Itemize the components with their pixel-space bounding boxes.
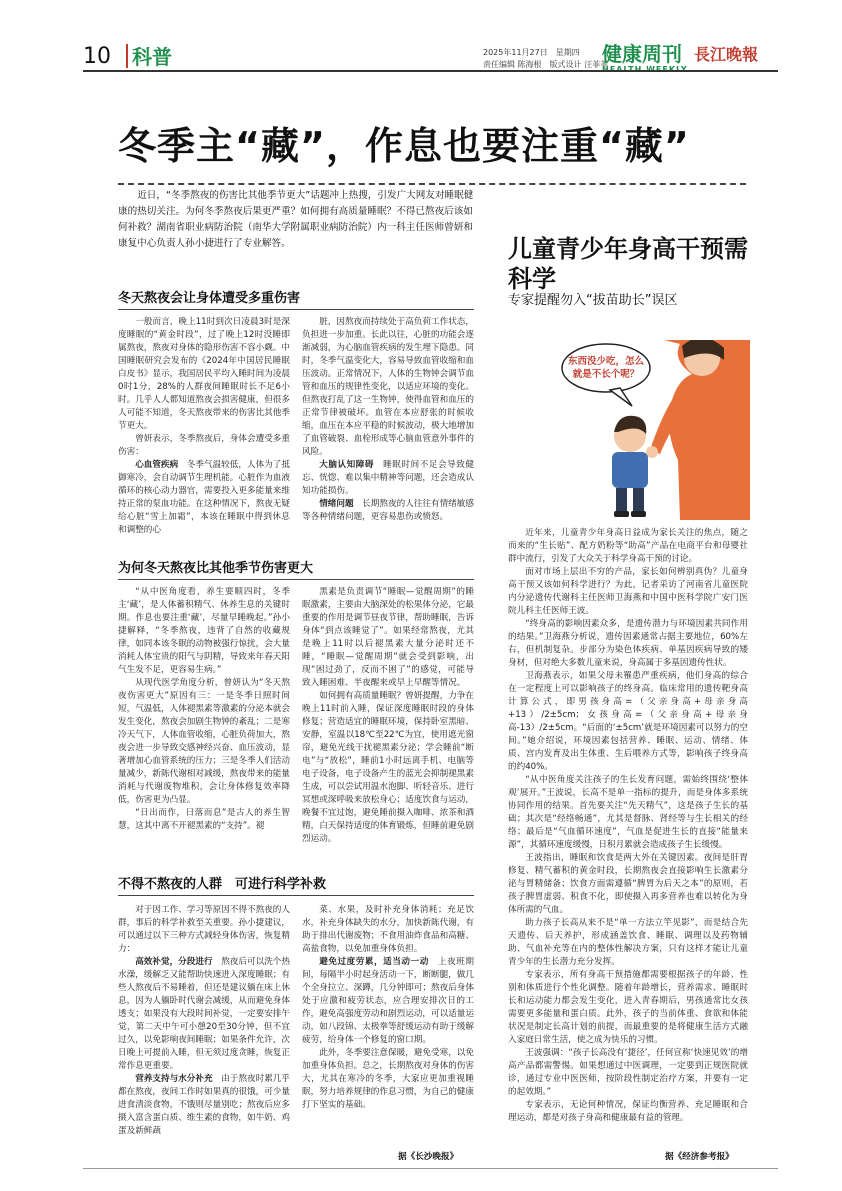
paragraph: 心血管疾病 冬季气温较低，人体为了抵御寒冷，会自动调节生理机能。心脏作为血液循环的核心动力器官，需要投入更多能量来维持正常的泵血功能。在这种情况下，熬夜无疑给心脏“雪上加霜”，本该在睡眠中得到休息和调整的心 (118, 460, 290, 535)
section-1-column-2 (302, 316, 474, 524)
paragraph: 对于因工作、学习等原因不得不熬夜的人群，事后的科学补救至关重要。孙小捷建议，可以通过以下三种方式减轻身体伤害，恢复精力： (118, 905, 290, 954)
source-credit-right: 据《经济参考报》 (665, 1152, 734, 1162)
paragraph: 卫海燕表示，如果父母未罹患严重疾病，他们身高的综合在一定程度上可以影响孩子的终身高。临床常用的遗传靶身高计算公式，即男孩身高=（父亲身高+母亲身高+13）/2±5cm；女孩身高=（父亲身高+母亲身高-13）/2±5cm。“后面的‘±5cm’就是环境因素可以努力的空间。”她介绍说，环境因素包括营养、睡眠、运动、情绪、体质、宫内发育及出生体重、生后喂养方式等，影响孩子终身高的约40%。 (508, 671, 748, 772)
section-rule-2 (118, 579, 474, 580)
paragraph: 大脑认知障碍 睡眠时间不足会导致健忘、恍惚、难以集中精神等问题，还会造成认知功能损伤。 (302, 460, 474, 496)
paragraph: 情绪问题 长期熬夜的人往往有情绪敏感等各种情绪问题，更容易患伤或愤怒。 (302, 499, 474, 522)
section-divider (126, 44, 128, 68)
paragraph: 面对市场上层出不穷的产品，家长如何辨别真伪？儿童身高干预又该如何科学进行？为此，记者采访了河南省儿童医院内分泌遗传代谢科主任医师卫海燕和中国中医科学院广安门医院儿科主任医师王波。 (508, 567, 748, 616)
paragraph: “从中医角度关注孩子的生长发育问题，需始终围绕‘整体观’展开。”王波说，长高不是单一指标的提升，而是身体多系统协同作用的结果。首先要关注“先天精气”，这是孩子生长的基础；其次是“经络畅通”，尤其是督脉、肾经等与生长相关的经络；最后是“气血循环速度”，气血是促进生长的直接“能量来源”，其循环速度缓慢，日积月累就会造成孩子生长缓慢。 (508, 775, 748, 850)
section-rule-1 (118, 309, 474, 310)
paragraph: 高效补觉，分段进行 熬夜后可以洗个热水澡，缓解乏又能帮助快速进入深度睡眠；有些人熬夜后不易睡着，但还是建议躺在床上休息，因为人躺卧时代谢会减缓，从而避免身体透支；如果没有大段时间补觉，一定要安排午觉，第二天中午可小憩20至30分钟，但不宜过久，以免影响夜间睡眠；如果条件允许，次日晚上可提前入睡，但无须过度贪睡，恢复正常作息更重要。 (118, 957, 290, 1071)
paragraph: 营养支持与水分补充 由于熬夜时累几乎都在熬夜，夜间工作时如果真的很饿，可少量进食清淡食物，不饿则尽量别吃；熬夜后应多摄入富含蛋白质、维生素的食物，如牛奶、鸡蛋及新鲜蔬 (118, 1074, 290, 1136)
paragraph: 专家表示，所有身高干预措施都需要根据孩子的年龄、性别和体质进行个性化调整。随着年龄增长，营养需求、睡眠时长和运动能力都会发生变化，进入青春期后，男孩通常比女孩需要更多能量和蛋白质。此外，孩子的当前体重、食欲和体能状况是制定长高计划的前提，而最重要的是将健康生活方式融入家庭日常生活，使之成为快乐的习惯。 (508, 970, 748, 1045)
masthead-rule (83, 70, 778, 72)
page-bottom-rule (83, 1168, 778, 1169)
illustration-parent-child (560, 340, 750, 520)
weekly-brand: 健康周刊 (602, 42, 682, 66)
section-rule-3 (118, 895, 474, 896)
lead-paragraph: 近日，“冬季熬夜的伤害比其他季节更大”话题冲上热搜，引发广大网友对睡眠健康的热切关注。为何冬季熬夜后果更严重？如何拥有高质量睡眠？不得已熬夜后该如何补救？湖南省职业病防治院（南华大学附属职业病防治院）内一科主任医师曾妍和康复中心负责人孙小捷进行了专业解答。 (118, 190, 474, 249)
paragraph: “终身高的影响因素众多，是遗传潜力与环境因素共同作用的结果。”卫海燕分析说，遗传因素通常占据主要地位，60%左右，但机制复杂。步部分为染色体疾病、单基因疾病导致的矮身材，但对绝大多数儿童来说，身高属于多基因遗传性状。 (508, 619, 748, 668)
paragraph: 一般而言，晚上11时到次日凌晨3时是深度睡眠的“黄金时段”，过了晚上12时没睡即属熬夜，熬夜对身体的隐形伤害不容小觑。中国睡眠研究会发布的《2024年中国居民睡眠白皮书》显示，我国居民平均入睡时间为凌晨0时1分，28%的人群夜间睡眠时长不足6小时。几乎人人都知道熬夜会损害健康，但很多人可能不知道，冬天熬夜带来的伤害比其他季节更大。 (118, 317, 290, 431)
right-article-body (508, 527, 748, 1125)
right-article-title: 儿童青少年身高干预需科学 (508, 235, 748, 293)
issue-date: 2025年11月27日 星期四 (483, 48, 580, 57)
paragraph: 王波强调：“孩子长高没有‘捷径’，任何宣称‘快速见效’的增高产品都需警惕。如果想通过中医调理，一定要到正规医院就诊，通过专业中医医师，按阶段性制定治疗方案，并要有一定的起效期。” (508, 1048, 748, 1097)
speech-line-1: 东西没少吃，怎么 (567, 356, 645, 367)
page-headline: 冬季主“藏”，作息也要注重“藏” (118, 124, 690, 168)
paragraph: “日出而作，日落而息”是古人的养生智慧，这其中离不开褪黑素的“支持”。褪 (118, 808, 290, 831)
section-heading-2: 为何冬天熬夜比其他季节伤害更大 (118, 561, 314, 576)
parent-figure-icon (646, 340, 750, 520)
paragraph: 此外，冬季要注意保暖，避免受寒，以免加重身体负担。总之，长期熬夜对身体的伤害大，尤其在寒冷的冬季，大家应更加重视睡眠，努力培养规律的作息习惯，为自己的健康打下坚实的基础。 (302, 1048, 474, 1110)
paragraph: 曾妍表示，冬季熬夜后，身体会遭受多重伤害： (118, 434, 290, 457)
right-article-subtitle: 专家提醒勿入“拔苗助长”误区 (508, 293, 678, 308)
source-credit-left: 据《长沙晚报》 (398, 1152, 459, 1162)
paragraph: 从现代医学角度分析，曾妍认为“冬天熬夜伤害更大”原因有三：一是冬季日照时间短，气温低，人体褪黑素等激素的分泌本就会发生变化，熬夜会加剧生物钟的紊乱；二是寒冷天气下，人体血管收缩，心脏负荷加大，熬夜会进一步导致交感神经兴奋、血压波动，显著增加心血管系统的压力；三是冬季人们活动量减少，新陈代谢相对减缓，熬夜带来的能量消耗与代谢废物堆积，会让身体修复效率降低，伤害更为凸显。 (118, 678, 290, 805)
section-3-column-1 (118, 904, 290, 1138)
paragraph: 专家表示，无论何种情况，保证均衡营养、充足睡眠和合理运动，都是对孩子身高和健康最有益的管理。 (508, 1100, 748, 1123)
speech-line-2: 就是不长个呢？ (572, 369, 640, 380)
paragraph: 黑素是负责调节“睡眠—觉醒周期”的睡眠激素，主要由大脑深处的松果体分泌，它最重要的作用是调节昼夜节律，帮助睡眠，告诉身体“到点该睡觉了”。如果经常熬夜，尤其是晚上11时以后褪黑素大量分泌时还不睡，“睡眠—觉醒周期”就会受到影响，出现“困过劲了，反而不困了”的感觉，可能导致入睡困难、半夜醒来或早上早醒等情况。 (302, 587, 474, 688)
editor-credits: 责任编辑 陈海根 版式设计 汪菲菲 (483, 60, 609, 69)
paragraph: 避免过度劳累，适当动一动 上夜班期间，每隔半小时起身活动一下，断断腿，做几个全身拉立、深蹲，几分钟即可；熬夜后身体处于应激和疲劳状态，应合理安排次日的工作，避免高强度劳动和剧烈运动，可以适量运动，如八段锦、太极拳等舒缓运动有助于缓解疲劳，给身体一个修复的窗口期。 (302, 957, 474, 1045)
section-2-column-1 (118, 586, 290, 833)
section-3-column-2 (302, 904, 474, 1112)
paragraph: 脏，因熬夜而持续处于高负荷工作状态，负担进一步加重。长此以往，心脏的功能会逐渐减弱，为心脑血管疾病的发生埋下隐患。同时，冬季气温变化大，容易导致血管收缩和血压波动。正常情况下，人体的生物钟会调节血管和血压的规律性变化，以适应环境的变化。但熬夜打乱了这一生物钟，使得血管和血压的正常节律被破坏。血管在本应舒张的时候收缩，血压在本应平稳的时候波动，极大地增加了血管破裂、血栓形成等心脑血管意外事件的风险。 (302, 317, 474, 457)
section-2-column-2 (302, 586, 474, 846)
child-figure-icon (612, 416, 648, 517)
section-heading-1: 冬天熬夜会让身体遭受多重伤害 (118, 291, 301, 306)
paragraph: 近年来，儿童青少年身高日益成为家长关注的焦点，随之而来的“生长贴”、配方奶粉等“助高”产品在电商平台和母婴社群中流行，引发了大众关于科学身高干预的讨论。 (508, 528, 748, 564)
paragraph: 王波指出，睡眠和饮食是两大外在关键因素。夜间是肝胃修复、精气蓄积的黄金时段，长期熬夜会直接影响生长激素分泌与胃精储备；饮食方面需遵循“脾胃为后天之本”的原则，若孩子脾胃虚弱、积食不化，即使摄入再多营养也难以转化为身体所需的气血。 (508, 853, 748, 915)
section-1-column-1 (118, 316, 290, 537)
paragraph: “从中医角度看，养生要顺四时，冬季主‘藏’，是人体蓄积精气、休养生息的关键时期。作息也要注重‘藏’，尽量早睡晚起。”孙小捷解释，“冬季熬夜，违背了自然的收藏规律，如同本该冬眠的动物被强行惊扰，会大量消耗人体宝贵的阳气与阴精，导致来年春天阳气生发不足，更容易生病。” (118, 587, 290, 675)
paragraph: 菜、水果，及时补充身体消耗；充足饮水，补充身体缺失的水分，加快新陈代谢，有助于排出代谢废物；不食用油炸食品和高糖、高盐食物，以免加重身体负担。 (302, 905, 474, 954)
section-heading-3: 不得不熬夜的人群 可进行科学补救 (118, 877, 327, 892)
newspaper-logo: 長江晚報 (694, 45, 759, 64)
headline-divider (118, 183, 746, 185)
section-name: 科普 (132, 45, 172, 69)
speech-bubble (562, 344, 650, 406)
page-number: 10 (83, 44, 111, 69)
paragraph: 助力孩子长高从来不是“单一方法立竿见影”，而是结合先天遗传、后天养护，形成涵盖饮食、睡眠、调理以及药物辅助、气血补充等在内的整体性解决方案，只有这样才能让儿童青少年的生长潜力充分发挥。 (508, 918, 748, 967)
paragraph: 如何拥有高质量睡眠？曾妍提醒，力争在晚上11时前入睡，保证深度睡眠时段的身体修复；营造适宜的睡眠环境，保持卧室黑暗、安静，室温以18℃至22℃为宜，使用遮光窗帘，避免光线干扰褪黑素分泌；学会睡前“断电”与“放松”，睡前1小时远离手机、电脑等电子设备，电子设备产生的蓝光会抑制褪黑素生成，可以尝试用温水泡脚、听轻音乐、进行冥想或深呼吸来放松身心；适度饮食与运动，晚餐不宜过饱，避免睡前摄入咖啡、浓茶和酒精，白天保持适度的体育锻炼，但睡前避免剧烈运动。 (302, 691, 474, 844)
